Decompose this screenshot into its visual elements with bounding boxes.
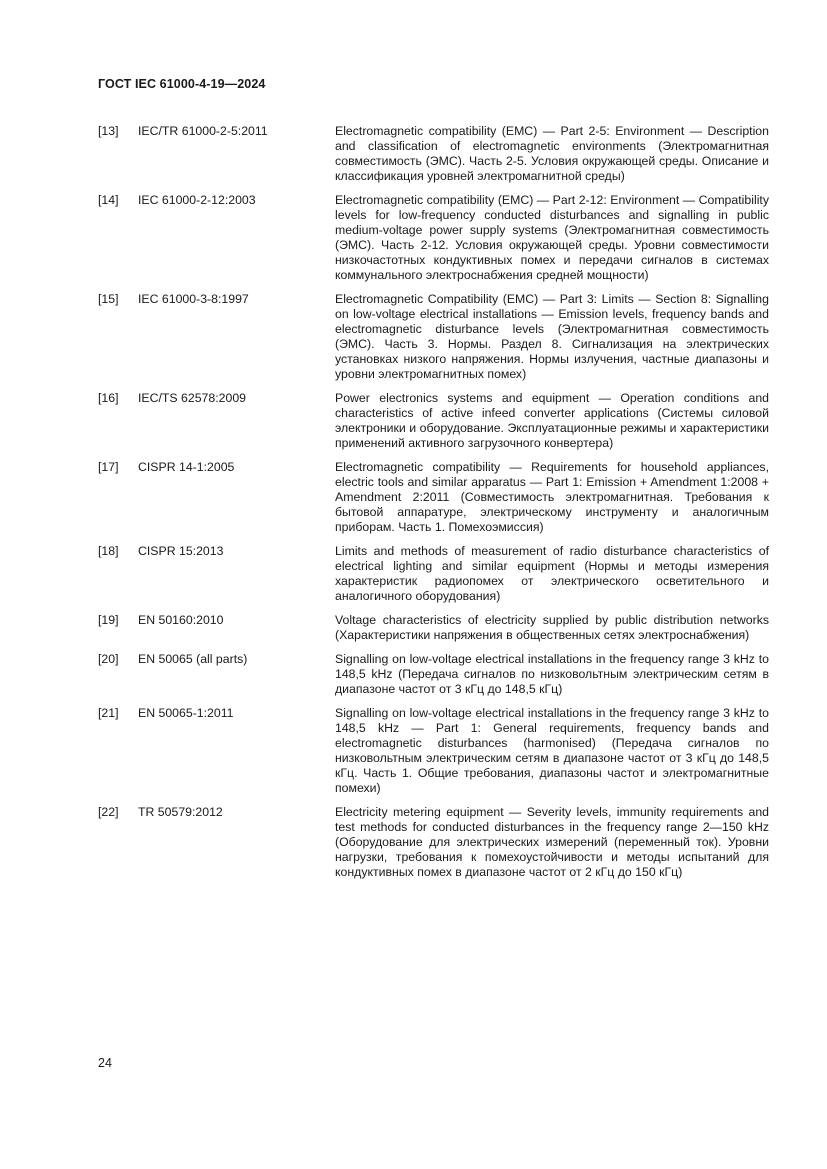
reference-code: IEC 61000-3-8:1997 <box>138 292 249 306</box>
reference-code: EN 50065-1:2011 <box>138 706 234 720</box>
reference-code: EN 50160:2010 <box>138 613 224 627</box>
bibliography-entry <box>98 460 769 535</box>
reference-code: EN 50065 (all parts) <box>138 652 248 666</box>
reference-description: Signalling on low-voltage electrical installations in the frequency range 3 kHz to 148,5 kHz (Передача сигналов по низковольтным электрическим сетям в диапазоне частот от 3 кГц до 148,5 кГц) <box>335 652 769 696</box>
reference-number: [20] <box>98 652 119 666</box>
page-number: 24 <box>98 1056 112 1070</box>
reference-description: Electromagnetic compatibility (EMC) — Part 2-12: Environment — Compatibility levels for low-frequency conducted disturbances and signalling in public medium-voltage power supply systems (Электромагнитная совместимость (ЭМС). Часть 2-12. Условия окружающей среды. Уровни совместимости низкочастотных кондуктивных помех и передачи сигналов в системах коммунального электроснабжения средней мощности) <box>335 193 769 282</box>
bibliography-entry <box>98 124 769 184</box>
reference-code: IEC 61000-2-12:2003 <box>138 193 256 207</box>
reference-code: IEC/TS 62578:2009 <box>138 391 247 405</box>
reference-number: [17] <box>98 460 119 474</box>
reference-description: Voltage characteristics of electricity supplied by public distribution networks (Характеристики напряжения в общественных сетях электроснабжения) <box>335 613 769 642</box>
reference-number: [14] <box>98 193 119 207</box>
reference-number: [16] <box>98 391 119 405</box>
reference-description: Electricity metering equipment — Severity levels, immunity requirements and test methods for conducted disturbances in the frequency range 2—150 kHz (Оборудование для электрических измерений (переменный ток). Уровни нагрузки, требования к помехоустойчивости и методы испытаний для кондуктивных помех в диапазоне частот от 2 кГц до 150 кГц) <box>335 805 769 879</box>
bibliography-entry <box>98 706 769 796</box>
bibliography-entry <box>98 292 769 382</box>
reference-number: [13] <box>98 124 119 138</box>
bibliography-entry <box>98 544 769 604</box>
reference-description: Electromagnetic compatibility (EMC) — Part 2-5: Environment — Description and classification of electromagnetic environments (Электромагнитная совместимость (ЭМС). Часть 2-5. Условия окружающей среды. Описание и классификация уровней электромагнитной среды) <box>335 124 769 183</box>
reference-code: CISPR 14-1:2005 <box>138 460 235 474</box>
reference-number: [21] <box>98 706 119 720</box>
bibliography-entry <box>98 391 769 451</box>
reference-description: Power electronics systems and equipment — Operation conditions and characteristics of active infeed converter applications (Системы силовой электроники и оборудование. Эксплуатационные режимы и характеристики применений активного загрузочного конвертера) <box>335 391 769 450</box>
bibliography-entry <box>98 805 769 880</box>
bibliography-entry <box>98 193 769 283</box>
reference-number: [15] <box>98 292 119 306</box>
reference-number: [19] <box>98 613 119 627</box>
document-header: ГОСТ IEC 61000-4-19—2024 <box>98 77 266 91</box>
bibliography-entry <box>98 613 769 643</box>
reference-code: IEC/TR 61000-2-5:2011 <box>138 124 268 138</box>
reference-code: CISPR 15:2013 <box>138 544 224 558</box>
reference-code: TR 50579:2012 <box>138 805 223 819</box>
bibliography-list <box>98 124 769 889</box>
reference-number: [22] <box>98 805 119 819</box>
reference-description: Electromagnetic compatibility — Requirements for household appliances, electric tools and similar apparatus — Part 1: Emission + Amendment 1:2008 + Amendment 2:2011 (Совместимость электромагнитная. Требования к бытовой аппаратуре, электрическому инструменту и аналогичным приборам. Часть 1. Помехоэмиссия) <box>335 460 769 534</box>
reference-description: Electromagnetic Compatibility (EMC) — Part 3: Limits — Section 8: Signalling on low-voltage electrical installations — Emission levels, frequency bands and electromagnetic disturbance levels (Электромагнитная совместимость (ЭМС). Часть 3. Нормы. Раздел 8. Сигнализация на электрических установках низкого напряжения. Нормы излучения, частные диапазоны и уровни электромагнитных помех) <box>335 292 769 381</box>
reference-description: Signalling on low-voltage electrical installations in the frequency range 3 kHz to 148,5 kHz — Part 1: General requirements, frequency bands and electromagnetic disturbances (harmonised) (Передача сигналов по низковольтным электрическим сетям в диапазоне частот от 3 кГц до 148,5 кГц. Часть 1. Общие требования, диапазоны частот и электромагнитные помехи) <box>335 706 769 795</box>
reference-description: Limits and methods of measurement of radio disturbance characteristics of electrical lighting and similar equipment (Нормы и методы измерения характеристик радиопомех от электрического осветительного и аналогичного оборудования) <box>335 544 769 603</box>
bibliography-entry <box>98 652 769 697</box>
reference-number: [18] <box>98 544 119 558</box>
